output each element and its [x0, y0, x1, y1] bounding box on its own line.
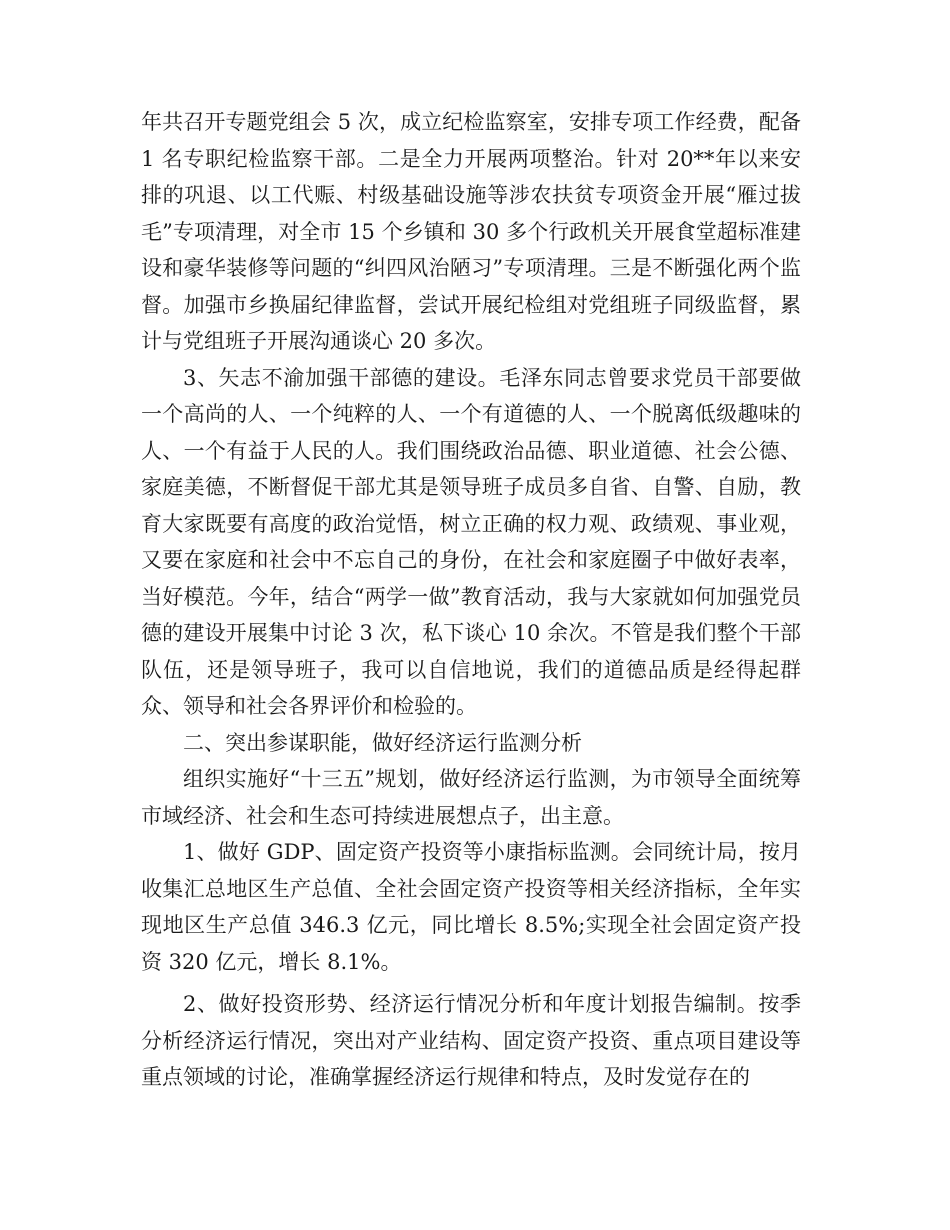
document-body — [141, 104, 801, 1096]
paragraph-gdp-monitoring: 1、做好 GDP、固定资产投资等小康指标监测。会同统计局，按月收集汇总地区生产总值、全社会固定资产投资等相关经济指标，全年实现地区生产总值 346.3 亿元，同比增长 8.5%;实现全社会固定资产投资 320 亿元，增长 8.1%。 — [141, 840, 801, 974]
section-heading-economic-monitoring: 二、突出参谋职能，做好经济运行监测分析 — [183, 730, 582, 755]
paragraph-cadre-morality: 3、矢志不渝加强干部德的建设。毛泽东同志曾要求党员干部要做一个高尚的人、一个纯粹的人、一个有道德的人、一个脱离低级趣味的人、一个有益于人民的人。我们围绕政治品德、职业道德、社会公德、家庭美德，不断督促干部尤其是领导班子成员多自省、自警、自励，教育大家既要有高度的政治觉悟，树立正确的权力观、政绩观、事业观，又要在家庭和社会中不忘自己的身份，在社会和家庭圈子中做好表率，当好模范。今年，结合“两学一做”教育活动，我与大家就如何加强党员德的建设开展集中讨论 3 次，私下谈心 10 余次。不管是我们整个干部队伍，还是领导班子，我可以自信地说，我们的道德品质是经得起群众、领导和社会各界评价和检验的。 — [141, 365, 801, 718]
paragraph-investment-analysis: 2、做好投资形势、经济运行情况分析和年度计划报告编制。按季分析经济运行情况，突出对产业结构、固定资产投资、重点项目建设等重点领域的讨论，准确掌握经济运行规律和特点，及时发觉存在的 — [141, 992, 801, 1089]
paragraph-section-intro: 组织实施好“十三五”规划，做好经济运行监测，为市领导全面统筹市域经济、社会和生态可持续进展想点子，出主意。 — [141, 767, 801, 828]
paragraph-continued: 年共召开专题党组会 5 次，成立纪检监察室，安排专项工作经费，配备 1 名专职纪检监察干部。二是全力开展两项整治。针对 20**年以来安排的巩退、以工代赈、村级基础设施等涉农扶贫专项资金开展“雁过拔毛”专项清理，对全市 15 个乡镇和 30 多个行政机关开展食堂超标准建设和豪华装修等问题的“纠四风治陋习”专项清理。三是不断强化两个监督。加强市乡换届纪律监督，尝试开展纪检组对党组班子同级监督，累计与党组班子开展沟通谈心 20 多次。 — [141, 110, 801, 353]
